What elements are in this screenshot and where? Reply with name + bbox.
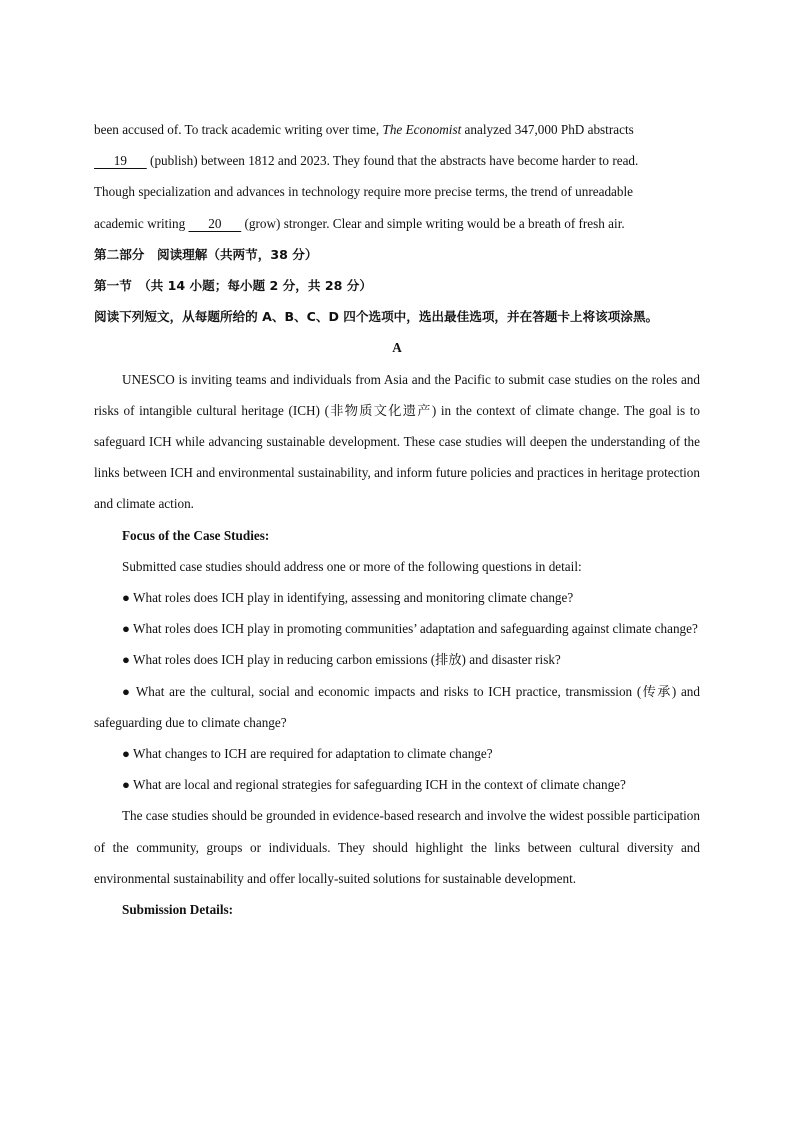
bullet-item: ● What roles does ICH play in reducing carbon emissions (排放) and disaster risk? bbox=[122, 652, 561, 668]
bullet-item: ● What are local and regional strategies for safeguarding ICH in the context of climate change? bbox=[122, 777, 626, 793]
document-page bbox=[94, 114, 700, 925]
bullet-item: ● What roles does ICH play in promoting communities’ adaptation and safeguarding against climate change? bbox=[122, 621, 698, 637]
bullet-item: ● What changes to ICH are required for adaptation to climate change? bbox=[122, 746, 493, 762]
passage-label: A bbox=[392, 340, 402, 356]
bullet-item: ● What are the cultural, social and economic impacts and risks to ICH practice, transmission (传承) and safeguarding due to climate change? bbox=[94, 683, 700, 730]
blank-20: 20 bbox=[188, 215, 242, 231]
publication-title: The Economist bbox=[382, 122, 462, 137]
instruction-text: 阅读下列短文，从每题所给的 A、B、C、D 四个选项中，选出最佳选项，并在答题卡上将该项涂黑。 bbox=[94, 309, 659, 325]
focus-lead: Submitted case studies should address one or more of the following questions in detail: bbox=[122, 558, 582, 574]
bullet-item: ● What roles does ICH play in identifying, assessing and monitoring climate change? bbox=[122, 590, 574, 606]
cloze-paragraph bbox=[94, 114, 700, 239]
blank-19: 19 bbox=[94, 153, 147, 169]
cloze-text: academic writing bbox=[94, 215, 189, 231]
part-two-heading: 第二部分 阅读理解（共两节，38 分） bbox=[94, 246, 318, 262]
section-one-heading: 第一节 （共 14 小题；每小题 2 分，共 28 分） bbox=[94, 278, 372, 294]
passage-closing: The case studies should be grounded in evidence-based research and involve the widest possible participation of the community, groups or individuals. They should highlight the links between cultural diversity and environmental sustainability and offer locally-suited solutions for sustainable development. bbox=[94, 808, 700, 886]
cloze-text: analyzed 347,000 PhD abstracts bbox=[461, 122, 634, 137]
cloze-text: Though specialization and advances in technology require more precise terms, the trend of unreadable bbox=[94, 184, 634, 200]
cloze-text: (grow) stronger. Clear and simple writing would be a breath of fresh air. bbox=[241, 215, 625, 231]
cloze-text: been accused of. To track academic writing over time, bbox=[94, 122, 383, 137]
passage-intro: UNESCO is inviting teams and individuals from Asia and the Pacific to submit case studies on the roles and risks of intangible cultural heritage (ICH) (非物质文化遗产) in the context of climate change. The goal is to safeguard ICH while advancing sustainable development. These case studies will deepen the understanding of the links between ICH and environmental sustainability, and inform future policies and practices in heritage protection and climate action. bbox=[94, 371, 700, 512]
focus-heading: Focus of the Case Studies: bbox=[122, 527, 270, 543]
submission-heading: Submission Details: bbox=[122, 902, 234, 918]
cloze-text: (publish) between 1812 and 2023. They found that the abstracts have become harder to read. bbox=[146, 153, 639, 169]
